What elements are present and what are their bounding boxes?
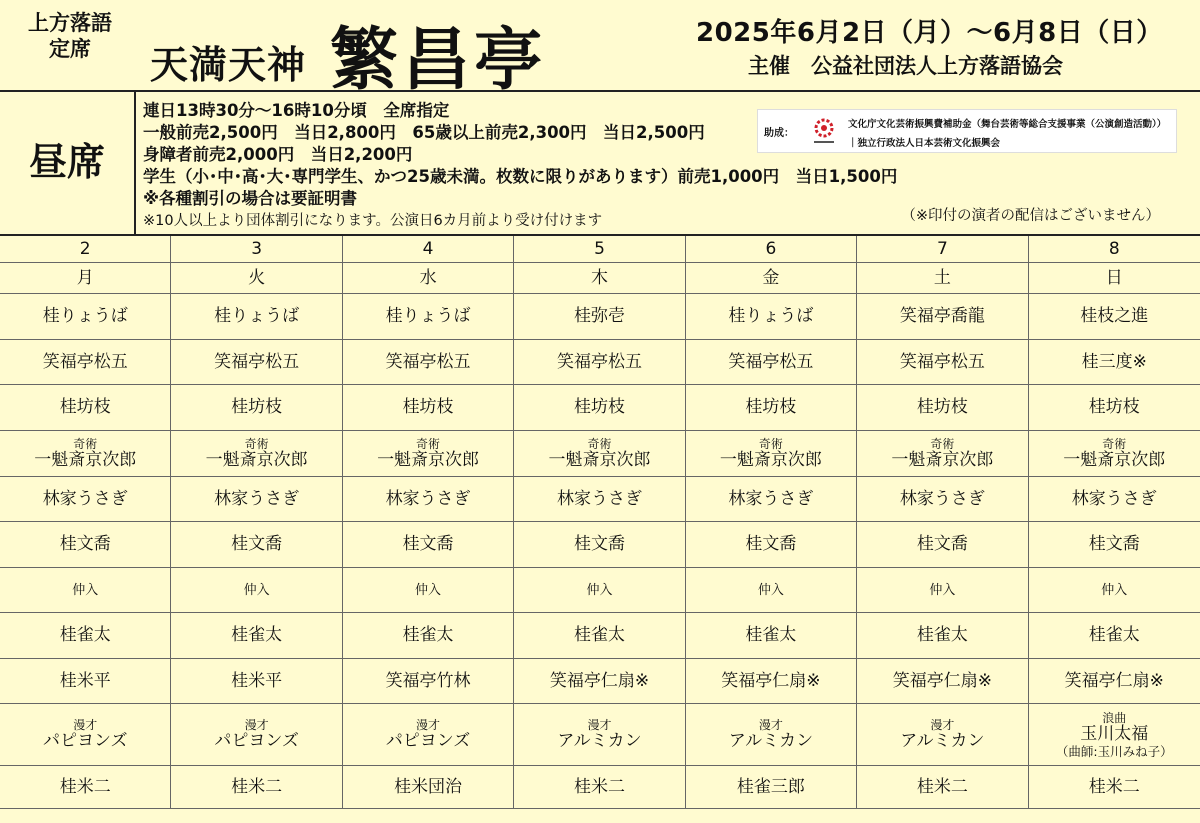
performer-name: 桂文喬 (402, 534, 454, 554)
performer-name: 桂雀太 (59, 625, 111, 645)
performer-cell (514, 659, 685, 704)
performer-cell (686, 704, 857, 766)
performer-name: 桂坊枝 (916, 397, 968, 417)
performer-cell (343, 766, 514, 809)
performer-name: 笑福亭松五 (42, 351, 128, 372)
performer-cell (686, 294, 857, 340)
performer-cell (514, 522, 685, 568)
weekday-label: 土 (857, 263, 1028, 294)
session-box (0, 92, 136, 234)
performer-cell (343, 659, 514, 704)
day-number: 7 (857, 236, 1028, 263)
performer-cell (343, 613, 514, 659)
performer-name: 林家うさぎ (214, 488, 300, 509)
performer-cell (171, 659, 342, 704)
venue-prefix: 天満天神 (150, 42, 307, 87)
weekday-label: 木 (514, 263, 685, 294)
performer-name: 林家うさぎ (556, 488, 642, 509)
performer-cell (343, 522, 514, 568)
performer-name: 笑福亭松五 (385, 351, 471, 372)
performer-genre: 奇術 (930, 437, 955, 451)
performer-name: 桂りょうば (214, 306, 300, 326)
performer-name: 桂雀太 (231, 625, 283, 645)
performer-cell (857, 294, 1028, 340)
performer-name: 林家うさぎ (728, 488, 814, 509)
performer-genre: 漫才 (930, 718, 955, 732)
performer-name: パピヨンズ (385, 731, 471, 751)
performer-cell (171, 340, 342, 385)
org-line-2: 定席 (49, 36, 91, 61)
info-line-proof-note: ※各種割引の場合は要証明書 (143, 189, 358, 208)
group-discount-note: ※10人以上より団体割引になります。公演日6カ月前より受け付けます (143, 213, 603, 229)
performer-cell (514, 340, 685, 385)
performer-name: 桂坊枝 (231, 397, 283, 417)
performer-genre: 奇術 (73, 437, 98, 451)
performer-name: 桂弥壱 (573, 306, 625, 326)
performer-cell (514, 766, 685, 809)
performer-name: 笑福亭喬龍 (899, 306, 985, 326)
performer-name: 桂坊枝 (1088, 397, 1140, 417)
performer-name: 笑福亭松五 (728, 351, 814, 372)
intermission-cell: 仲入 (343, 568, 514, 613)
performer-name: アルミカン (557, 731, 642, 751)
performer-name: パピヨンズ (214, 731, 299, 751)
performer-cell (1029, 522, 1200, 568)
performer-cell (0, 477, 171, 522)
performer-name: 桂坊枝 (573, 397, 625, 417)
performer-cell (514, 704, 685, 766)
performer-cell (1029, 385, 1200, 431)
performer-cell (171, 522, 342, 568)
performer-cell (514, 294, 685, 340)
performer-cell (857, 340, 1028, 385)
performer-name: 桂文喬 (59, 534, 111, 554)
performer-cell (171, 431, 342, 477)
info-line-time: 連日13時30分～16時10分頃 全席指定 (143, 101, 450, 120)
performer-cell (171, 766, 342, 809)
intermission-cell: 仲入 (0, 568, 171, 613)
intermission-cell: 仲入 (857, 568, 1028, 613)
performer-cell (1029, 294, 1200, 340)
performer-cell (0, 659, 171, 704)
performer-name: 桂米二 (59, 776, 111, 797)
performer-name: 桂文喬 (745, 534, 797, 554)
performer-accompanist: （曲師:玉川みね子） (1055, 743, 1173, 759)
performer-name: 桂りょうば (728, 306, 814, 326)
day-number: 3 (171, 236, 342, 263)
info-line-student-price: 学生（小･中･高･大･専門学生、かつ25歳未満。枚数に限りがあります）前売1,000円 当日1,500円 (143, 167, 898, 186)
performer-cell (1029, 659, 1200, 704)
performer-name: 桂坊枝 (745, 397, 797, 417)
performer-cell (686, 613, 857, 659)
performer-name: 桂雀太 (745, 625, 797, 645)
venue-name: 繁昌亭 (330, 20, 547, 100)
performer-genre: 奇術 (587, 437, 612, 451)
performer-name: 一魁斎京次郎 (1063, 450, 1166, 470)
performer-name: 笑福亭松五 (899, 351, 985, 372)
performer-cell (857, 477, 1028, 522)
performer-cell (171, 477, 342, 522)
performer-cell (343, 385, 514, 431)
performer-name: 桂坊枝 (59, 397, 111, 417)
performer-name: 桂雀太 (1088, 625, 1140, 645)
performer-cell (686, 431, 857, 477)
day-number: 4 (343, 236, 514, 263)
performer-name: 桂米二 (231, 776, 283, 797)
performer-name: 桂雀太 (573, 625, 625, 645)
performer-cell (686, 659, 857, 704)
session-name: 昼席 (28, 138, 105, 184)
performer-name: 桂文喬 (231, 534, 283, 554)
weekday-label: 水 (343, 263, 514, 294)
performer-cell (171, 294, 342, 340)
performer-cell (0, 766, 171, 809)
performer-cell (686, 477, 857, 522)
day-number: 6 (686, 236, 857, 263)
performer-cell (343, 294, 514, 340)
date-range: 2025年6月2日（月）～6月8日（日） (696, 18, 1163, 48)
performer-name: 桂枝之進 (1080, 306, 1149, 326)
performer-cell (1029, 704, 1200, 766)
performer-name: 桂雀三郎 (736, 776, 805, 797)
performer-genre: 浪曲 (1102, 710, 1127, 725)
intermission-cell: 仲入 (1029, 568, 1200, 613)
performer-name: 桂文喬 (573, 534, 625, 554)
grant-box (757, 109, 1177, 153)
performer-cell (686, 766, 857, 809)
performer-name: 桂文喬 (916, 534, 968, 554)
performer-name: 一魁斎京次郎 (205, 450, 308, 470)
schedule-grid (0, 236, 1200, 823)
performer-cell (0, 613, 171, 659)
performer-name: 林家うさぎ (1071, 488, 1157, 509)
performer-cell (171, 613, 342, 659)
performer-cell (0, 294, 171, 340)
performer-cell (857, 766, 1028, 809)
performer-name: アルミカン (900, 731, 985, 751)
performer-cell (0, 385, 171, 431)
performer-cell (686, 522, 857, 568)
performer-name: 桂雀太 (402, 625, 454, 645)
performer-cell (514, 385, 685, 431)
performer-name: 一魁斎京次郎 (377, 450, 480, 470)
performer-name: 一魁斎京次郎 (891, 450, 994, 470)
performer-genre: 漫才 (587, 718, 612, 732)
performer-genre: 漫才 (244, 718, 269, 732)
performer-name: パピヨンズ (42, 731, 128, 751)
performer-cell (171, 704, 342, 766)
performer-name: 林家うさぎ (385, 488, 471, 509)
performer-cell (686, 340, 857, 385)
info-line-general-price: 一般前売2,500円 当日2,800円 65歳以上前売2,300円 当日2,500円 (143, 123, 705, 142)
page-header (0, 0, 1200, 100)
performer-genre: 奇術 (416, 437, 441, 451)
day-number: 8 (1029, 236, 1200, 263)
performer-name: 桂坊枝 (402, 397, 454, 417)
performer-name: 一魁斎京次郎 (548, 450, 651, 470)
performer-name: 笑福亭仁扇※ (721, 670, 821, 691)
performer-genre: 漫才 (758, 718, 783, 732)
performer-cell (343, 477, 514, 522)
performer-name: 林家うさぎ (899, 488, 985, 509)
performer-name: 桂米二 (573, 776, 625, 797)
performer-cell (1029, 613, 1200, 659)
grant-label: 助成： (764, 128, 794, 139)
performer-name: 笑福亭竹林 (385, 670, 471, 691)
performer-cell (1029, 766, 1200, 809)
performer-name: 桂りょうば (385, 306, 471, 326)
performer-name: 桂米平 (59, 670, 111, 691)
performer-cell (686, 385, 857, 431)
performer-name: 桂米団治 (394, 776, 463, 797)
performer-cell (1029, 340, 1200, 385)
performer-genre: 奇術 (1102, 437, 1127, 451)
sponsor-line: 主催 公益社団法人上方落語協会 (748, 54, 1063, 78)
bunkacho-logo-icon (808, 116, 840, 148)
performer-name: 桂米二 (1088, 776, 1140, 797)
grant-line-2: ｜独立行政法人日本芸術文化振興会 (848, 138, 1001, 149)
day-number: 2 (0, 236, 171, 263)
performer-cell (514, 613, 685, 659)
performer-cell (0, 431, 171, 477)
weekday-label: 火 (171, 263, 342, 294)
performer-name: 笑福亭仁扇※ (1064, 670, 1164, 691)
performer-name: 林家うさぎ (42, 488, 128, 509)
performer-name: 一魁斎京次郎 (719, 450, 822, 470)
performer-cell (1029, 477, 1200, 522)
info-line-disabled-price: 身障者前売2,000円 当日2,200円 (143, 145, 413, 164)
performer-cell (0, 704, 171, 766)
performer-cell (514, 431, 685, 477)
org-label (18, 10, 122, 62)
performer-cell (0, 340, 171, 385)
performer-genre: 漫才 (416, 718, 441, 732)
performer-cell (171, 385, 342, 431)
performer-cell (857, 659, 1028, 704)
performer-name: 玉川太福 (1080, 723, 1149, 744)
performer-name: 一魁斎京次郎 (34, 450, 137, 470)
performer-name: 桂米平 (231, 670, 283, 691)
performer-cell (857, 522, 1028, 568)
grant-line-1: 文化庁文化芸術振興費補助金（舞台芸術等総合支援事業（公演創造活動）） (848, 119, 1167, 130)
performer-cell (857, 704, 1028, 766)
performer-genre: 奇術 (758, 437, 783, 451)
performer-genre: 奇術 (244, 437, 269, 451)
performer-cell (343, 431, 514, 477)
intermission-cell: 仲入 (171, 568, 342, 613)
performer-genre: 漫才 (73, 718, 98, 732)
performer-cell (857, 431, 1028, 477)
performer-cell (1029, 431, 1200, 477)
performer-name: 笑福亭仁扇※ (892, 670, 992, 691)
performer-cell (857, 613, 1028, 659)
weekday-label: 金 (686, 263, 857, 294)
day-number: 5 (514, 236, 685, 263)
performer-name: アルミカン (728, 731, 814, 751)
streaming-note: （※印付の演者の配信はございません） (901, 208, 1160, 224)
performer-name: 笑福亭仁扇※ (549, 670, 650, 691)
performer-name: 桂米二 (916, 776, 968, 797)
performer-cell (343, 340, 514, 385)
performer-name: 桂文喬 (1088, 534, 1140, 554)
performer-cell (0, 522, 171, 568)
performer-cell (514, 477, 685, 522)
intermission-cell: 仲入 (686, 568, 857, 613)
performer-name: 笑福亭松五 (556, 351, 642, 372)
org-line-1: 上方落語 (28, 10, 112, 35)
performer-name: 桂三度※ (1081, 351, 1147, 372)
performer-name: 桂りょうば (42, 306, 128, 326)
intermission-cell: 仲入 (514, 568, 685, 613)
performer-name: 桂雀太 (916, 625, 968, 645)
performer-cell (857, 385, 1028, 431)
performer-cell (343, 704, 514, 766)
weekday-label: 月 (0, 263, 171, 294)
performer-name: 笑福亭松五 (214, 351, 300, 372)
weekday-label: 日 (1029, 263, 1200, 294)
